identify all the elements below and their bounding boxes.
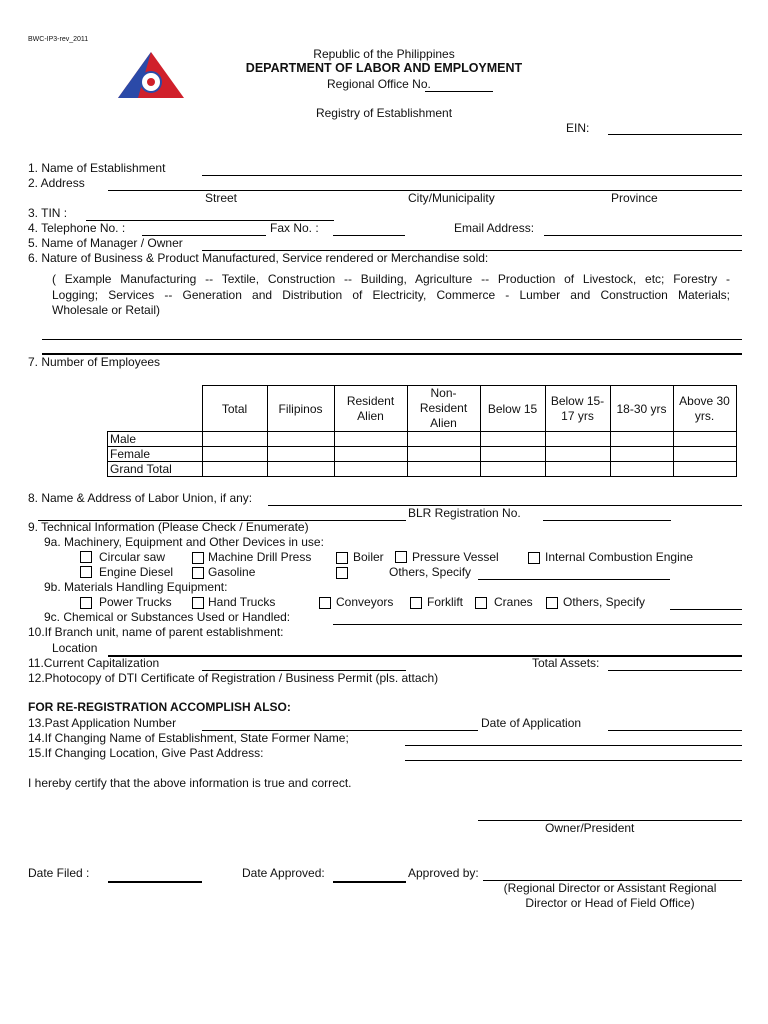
table-cell[interactable]	[267, 432, 334, 447]
table-cell[interactable]	[202, 432, 267, 447]
drill-press-label: Machine Drill Press	[208, 550, 312, 564]
blr-input[interactable]	[543, 520, 671, 521]
telephone-label: 4. Telephone No. :	[28, 221, 126, 235]
table-cell[interactable]	[480, 462, 545, 477]
table-row	[108, 462, 737, 477]
fax-input[interactable]	[333, 235, 405, 236]
date-filed-label: Date Filed :	[28, 866, 90, 880]
table-cell[interactable]	[673, 447, 736, 462]
fax-label: Fax No. :	[270, 221, 319, 235]
province-label: Province	[611, 191, 658, 205]
former-name-input[interactable]	[405, 745, 742, 746]
power-trucks-label: Power Trucks	[99, 595, 172, 609]
establishment-name-input[interactable]	[202, 175, 742, 176]
header-resident-alien: Resident Alien	[334, 386, 407, 432]
header-above-30: Above 30 yrs.	[673, 386, 736, 432]
table-cell[interactable]	[673, 432, 736, 447]
forklift-label: Forklift	[427, 595, 463, 609]
table-cell[interactable]	[407, 432, 480, 447]
section-9c-label: 9c. Chemical or Substances Used or Handled:	[44, 610, 291, 624]
table-cell[interactable]	[545, 462, 610, 477]
branch-label: 10.If Branch unit, name of parent establishment:	[28, 625, 284, 639]
ein-label: EIN:	[566, 121, 590, 135]
table-cell[interactable]	[334, 432, 407, 447]
table-cell[interactable]	[480, 447, 545, 462]
street-label: Street	[205, 191, 238, 205]
section-9b-label: 9b. Materials Handling Equipment:	[44, 580, 228, 594]
date-approved-input[interactable]	[333, 881, 406, 883]
cranes-label: Cranes	[494, 595, 533, 609]
nature-example-line-3: Wholesale or Retail)	[52, 303, 161, 317]
blr-label: BLR Registration No.	[408, 506, 521, 520]
engine-diesel-label: Engine Diesel	[99, 565, 174, 579]
hand-trucks-checkbox[interactable]	[192, 597, 204, 609]
pressure-vessel-label: Pressure Vessel	[412, 550, 499, 564]
employees-label: 7. Number of Employees	[28, 355, 161, 369]
form-code: BWC-IP3-rev_2011	[28, 36, 89, 43]
regional-office-label: Regional Office No.	[327, 77, 431, 91]
tin-label: 3. TIN :	[28, 206, 68, 220]
approver-note-2: Director or Head of Field Office)	[525, 896, 695, 910]
approver-note-1: (Regional Director or Assistant Regional	[503, 881, 717, 895]
approved-by-label: Approved by:	[408, 866, 479, 880]
boiler-checkbox[interactable]	[336, 552, 348, 564]
hand-trucks-label: Hand Trucks	[208, 595, 276, 609]
table-cell[interactable]	[610, 462, 673, 477]
date-approved-label: Date Approved:	[242, 866, 325, 880]
department-title: DEPARTMENT OF LABOR AND EMPLOYMENT	[245, 61, 523, 75]
forklift-checkbox[interactable]	[410, 597, 422, 609]
table-cell[interactable]	[334, 462, 407, 477]
ein-input[interactable]	[608, 134, 742, 135]
others-9a-checkbox[interactable]	[336, 567, 348, 579]
republic-line: Republic of the Philippines	[313, 47, 455, 61]
name-change-label: 14.If Changing Name of Establishment, State Former Name;	[28, 731, 349, 745]
registry-title: Registry of Establishment	[315, 106, 453, 120]
assets-input[interactable]	[608, 670, 742, 671]
employees-table	[107, 385, 737, 477]
table-cell[interactable]	[610, 432, 673, 447]
address-label: 2. Address	[28, 176, 85, 190]
section-9a-label: 9a. Machinery, Equipment and Other Devices in use:	[44, 535, 324, 549]
location-label: Location	[52, 641, 98, 655]
gasoline-label: Gasoline	[208, 565, 256, 579]
gasoline-checkbox[interactable]	[192, 567, 204, 579]
nature-label: 6. Nature of Business & Product Manufactured, Service rendered or Merchandise sold:	[28, 251, 489, 265]
dti-label: 12.Photocopy of DTI Certificate of Registration / Business Permit (pls. attach)	[28, 671, 439, 685]
others-9a-input[interactable]	[478, 579, 670, 580]
table-cell[interactable]	[545, 432, 610, 447]
owner-label: Owner/President	[545, 821, 635, 835]
others-9b-checkbox[interactable]	[546, 597, 558, 609]
header-non-resident-alien: Non- Resident Alien	[407, 386, 480, 432]
row-label-grand-total: Grand Total	[108, 462, 203, 477]
city-label: City/Municipality	[408, 191, 495, 205]
header-below-15-17: Below 15- 17 yrs	[545, 386, 610, 432]
past-address-input[interactable]	[405, 760, 742, 761]
date-filed-input[interactable]	[108, 881, 202, 883]
others-9b-label: Others, Specify	[563, 595, 646, 609]
header-total: Total	[202, 386, 267, 432]
nature-input-line-1[interactable]	[42, 339, 742, 340]
circular-saw-checkbox[interactable]	[80, 551, 92, 563]
union-label: 8. Name & Address of Labor Union, if any:	[28, 491, 253, 505]
table-cell[interactable]	[334, 447, 407, 462]
table-cell[interactable]	[202, 462, 267, 477]
table-cell[interactable]	[407, 447, 480, 462]
row-label-male: Male	[108, 432, 203, 447]
table-cell[interactable]	[267, 447, 334, 462]
assets-label: Total Assets:	[532, 656, 600, 670]
certification-statement: I hereby certify that the above information is true and correct.	[28, 776, 352, 790]
table-cell[interactable]	[202, 447, 267, 462]
table-row	[108, 432, 737, 447]
tech-label: 9. Technical Information (Please Check / Enumerate)	[28, 520, 309, 534]
combustion-engine-checkbox[interactable]	[528, 552, 540, 564]
table-cell[interactable]	[610, 447, 673, 462]
boiler-label: Boiler	[353, 550, 384, 564]
table-cell[interactable]	[673, 462, 736, 477]
cranes-checkbox[interactable]	[475, 597, 487, 609]
header-filipinos: Filipinos	[267, 386, 334, 432]
header-below-15: Below 15	[480, 386, 545, 432]
conveyors-label: Conveyors	[336, 595, 394, 609]
table-row	[108, 447, 737, 462]
header-18-30: 18-30 yrs	[610, 386, 673, 432]
power-trucks-checkbox[interactable]	[80, 597, 92, 609]
conveyors-checkbox[interactable]	[319, 597, 331, 609]
location-input[interactable]	[108, 655, 742, 657]
table-cell[interactable]	[407, 462, 480, 477]
name-label: 1. Name of Establishment	[28, 161, 166, 175]
date-app-label: Date of Application	[481, 716, 582, 730]
reregistration-heading: FOR RE-REGISTRATION ACCOMPLISH ALSO:	[28, 700, 291, 714]
dole-logo	[116, 50, 186, 100]
combustion-engine-label: Internal Combustion Engine	[545, 550, 694, 564]
circular-saw-label: Circular saw	[99, 550, 166, 564]
others-9b-input[interactable]	[670, 609, 742, 610]
email-label: Email Address:	[454, 221, 535, 235]
engine-diesel-checkbox[interactable]	[80, 566, 92, 578]
row-label-female: Female	[108, 447, 203, 462]
capital-label: 11.Current Capitalization	[28, 656, 160, 670]
nature-example-line-2: Logging; Services -- Generation and Distribution of Electricity, Commerce - Lumber and Construction Materials;	[52, 288, 730, 302]
drill-press-checkbox[interactable]	[192, 552, 204, 564]
date-app-input[interactable]	[608, 730, 742, 731]
table-cell[interactable]	[480, 432, 545, 447]
email-input[interactable]	[544, 235, 742, 236]
past-app-label: 13.Past Application Number	[28, 716, 177, 730]
chemicals-input[interactable]	[333, 624, 742, 625]
others-9a-label: Others, Specify	[389, 565, 472, 579]
table-cell[interactable]	[545, 447, 610, 462]
pressure-vessel-checkbox[interactable]	[395, 551, 407, 563]
table-cell[interactable]	[267, 462, 334, 477]
nature-example-line-1: ( Example Manufacturing -- Textile, Construction -- Building, Agriculture -- Production of Livestock, etc; Forestry -	[52, 272, 730, 286]
location-change-label: 15.If Changing Location, Give Past Address:	[28, 746, 264, 760]
manager-label: 5. Name of Manager / Owner	[28, 236, 183, 250]
regional-office-input[interactable]	[425, 91, 493, 92]
